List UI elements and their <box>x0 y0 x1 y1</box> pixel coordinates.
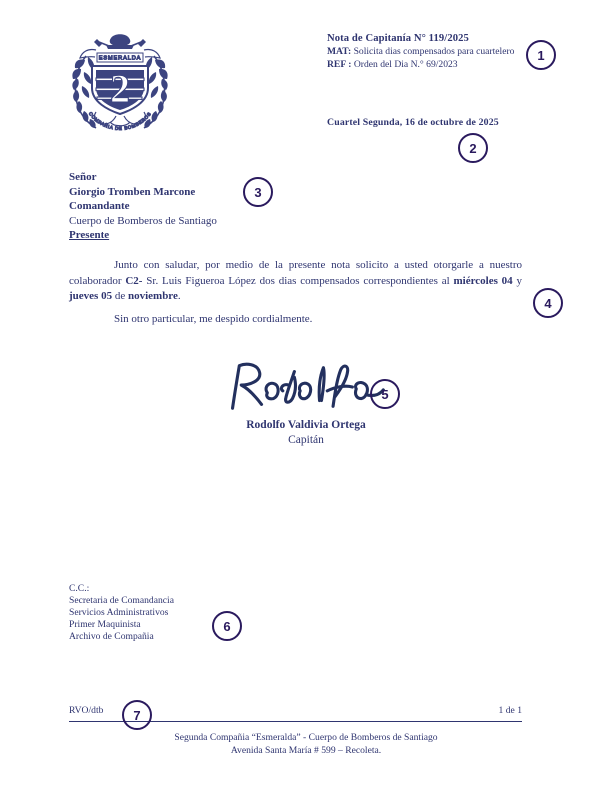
annotation-marker-2: 2 <box>458 133 488 163</box>
body-text-end: . <box>177 290 181 303</box>
body-conjunction: y <box>512 274 523 287</box>
ref-text: Orden del Dia N.° 69/2023 <box>353 58 458 70</box>
esmeralda-banner <box>97 53 143 62</box>
handwritten-signature <box>219 358 393 416</box>
footer-address-line-1: Segunda Compañia “Esmeralda” - Cuerpo de Bomberos de Santiago <box>174 732 438 743</box>
addressee-block <box>69 170 217 243</box>
mat-label: MAT: <box>327 46 352 58</box>
body-text-part3: de <box>112 290 128 303</box>
addressee-organization: Cuerpo de Bomberos de Santiago <box>69 214 217 227</box>
emblem-banner-text: ESMERALDA <box>98 55 142 62</box>
cc-item: Secretaria de Comandancia <box>69 595 174 606</box>
annotation-marker-4: 4 <box>533 288 563 318</box>
addressee-salutation: Señor <box>69 171 97 183</box>
footer-address-line-2: Avenida Santa María # 599 – Recoleta. <box>230 744 382 756</box>
cc-block <box>69 583 174 643</box>
annotation-marker-3: 3 <box>243 177 273 207</box>
cc-item: Archivo de Compañia <box>69 631 154 642</box>
footer-page-number: 1 de 1 <box>498 705 522 716</box>
helmet-crest <box>94 34 146 49</box>
cc-item: Primer Maquinista <box>69 619 141 630</box>
annotation-marker-1: 1 <box>526 40 556 70</box>
closing-paragraph: Sin otro particular, me despido cordialmente. <box>114 313 313 325</box>
compensated-day-2: jueves 05 <box>69 290 113 303</box>
cc-label: C.C.: <box>69 583 90 594</box>
document-title: Nota de Capitanía N° 119/2025 <box>327 33 469 44</box>
mat-text: Solicita dias compensados para cuartelero <box>353 46 515 58</box>
addressee-present: Presente <box>69 229 110 242</box>
document-header-block <box>327 33 532 71</box>
cc-item: Servicios Administrativos <box>69 607 169 618</box>
body-text-part1: Junto con saludar, por medio de la presente nota solicito a usted otorgarle a nuestro colaborador <box>69 259 522 287</box>
signer-rank: Capitán <box>288 434 324 446</box>
collaborator-code: C2- <box>125 274 143 287</box>
annotation-marker-6: 6 <box>212 611 242 641</box>
compensated-month: noviembre <box>127 290 178 303</box>
emblem-ring-text: COMPAÑIA DE BOMBEROS <box>87 111 153 132</box>
annotation-marker-5: 5 <box>370 379 400 409</box>
date-line: Cuartel Segunda, 16 de octubre de 2025 <box>327 117 499 128</box>
addressee-rank: Comandante <box>69 200 130 213</box>
mat-line <box>327 46 532 58</box>
annotation-marker-7: 7 <box>122 700 152 730</box>
ref-line <box>327 59 532 71</box>
compensated-day-1: miércoles 04 <box>453 274 513 287</box>
body-paragraph <box>69 258 522 305</box>
emblem-shield-number: 2 <box>110 66 130 111</box>
emblem-shield <box>92 66 148 114</box>
signature-block <box>0 358 612 416</box>
addressee-name: Giorgio Tromben Marcone <box>69 185 196 198</box>
footer-address <box>0 732 612 757</box>
body-text-part2: Sr. Luis Figueroa López dos dias compensados correspondientes al <box>142 274 454 287</box>
ref-label: REF : <box>327 58 352 70</box>
company-emblem <box>66 26 174 138</box>
signer-name: Rodolfo Valdivia Ortega <box>246 419 366 431</box>
footer-initials: RVO/dtb <box>69 705 104 716</box>
